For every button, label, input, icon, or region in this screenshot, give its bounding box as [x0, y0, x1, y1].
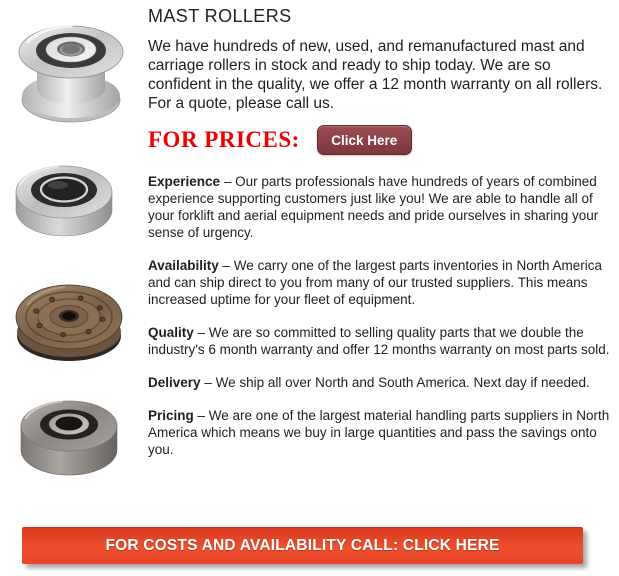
section-delivery	[148, 374, 610, 391]
selling-points-list	[148, 173, 610, 458]
section-experience-text: – Our parts professionals have hundreds of years of combined experience supporting customers just like you! We are able to handle all of your forklift and aerial equipment needs and pride ourselves in sharing your sense of urgency.	[148, 174, 599, 240]
section-experience	[148, 173, 610, 241]
section-experience-label: Experience	[148, 174, 221, 189]
sheave-pulley-roller-image	[12, 272, 126, 368]
section-pricing-label: Pricing	[148, 408, 194, 423]
section-delivery-text: – We ship all over North and South America. Next day if needed.	[204, 375, 590, 390]
section-pricing-text: – We are one of the largest material handling parts suppliers in North America which means we buy in large quantities and pass the savings onto you.	[148, 408, 610, 457]
mast-roller-bearing-image	[8, 152, 120, 252]
for-prices-label: FOR PRICES:	[148, 127, 300, 152]
click-here-button[interactable]: Click Here	[317, 125, 412, 155]
flanged-mast-roller-image	[14, 12, 130, 124]
intro-paragraph: We have hundreds of new, used, and remanufactured mast and carriage rollers in stock and ready to ship today. We are so confident in the quality, we offer a 12 month warranty on all rollers. For a quote, please call us.	[148, 38, 603, 112]
section-quality	[148, 324, 610, 358]
section-pricing	[148, 407, 610, 458]
carriage-roller-bearing-image	[14, 390, 124, 482]
section-quality-label: Quality	[148, 325, 194, 340]
for-prices-row	[148, 124, 610, 156]
page-title: MAST ROLLERS	[148, 6, 292, 26]
section-delivery-label: Delivery	[148, 375, 201, 390]
section-quality-text: – We are so committed to selling quality parts that we double the industry's 6 month warranty and offer 12 months warranty on most parts sold.	[148, 325, 610, 357]
product-photo-column	[0, 0, 142, 576]
section-availability	[148, 257, 610, 308]
costs-availability-banner[interactable]: FOR COSTS AND AVAILABILITY CALL: CLICK HERE	[22, 527, 583, 564]
section-availability-text: – We carry one of the largest parts inventories in North America and can ship direct to you from many of our trusted suppliers. This means increased uptime for your fleet of equipment.	[148, 258, 602, 307]
main-content	[148, 6, 610, 458]
section-availability-label: Availability	[148, 258, 219, 273]
